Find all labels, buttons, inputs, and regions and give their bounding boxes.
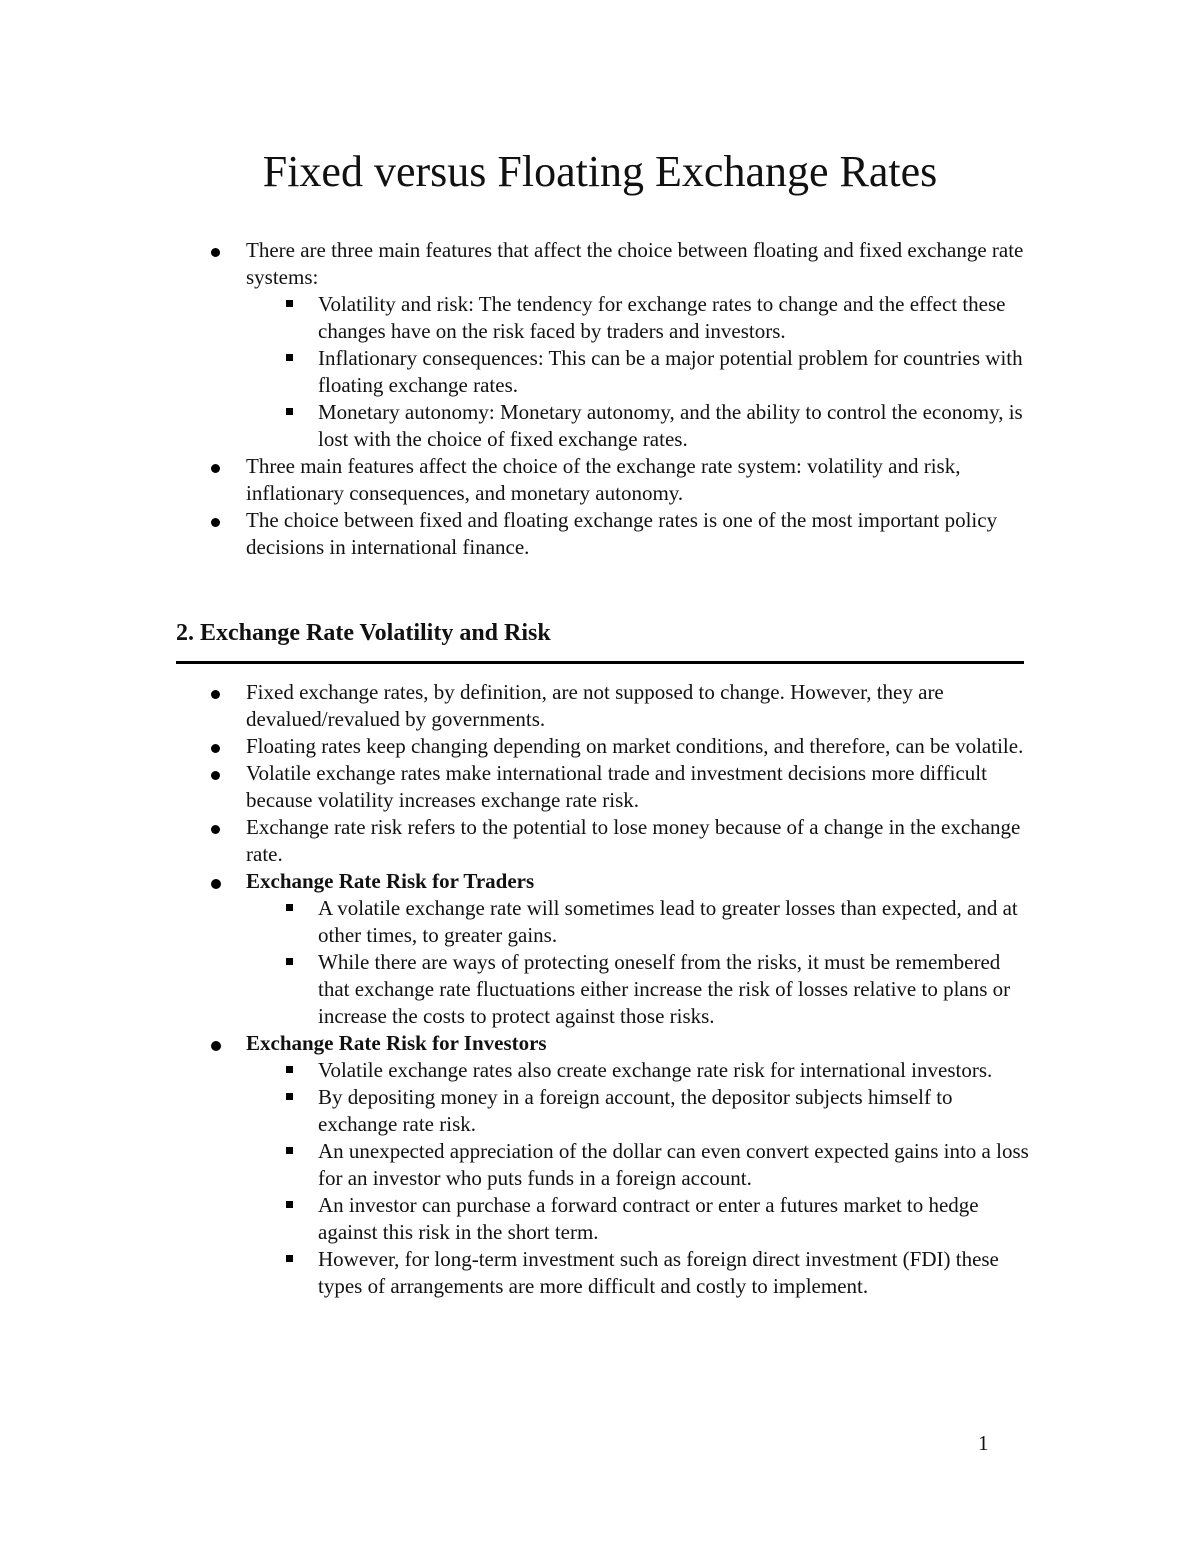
sub-list-item (318, 1138, 1036, 1192)
round-bullet-icon (211, 825, 220, 834)
sub-list-item (318, 291, 1036, 345)
sub-list-item-text: Inflationary consequences: This can be a major potential problem for countries with floating exchange rates. (318, 346, 1023, 397)
sub-list-item (318, 1246, 1036, 1300)
sub-list-item-text: Monetary autonomy: Monetary autonomy, and the ability to control the economy, is lost with the choice of fixed exchange rates. (318, 400, 1023, 451)
sub-list-item-text: An unexpected appreciation of the dollar can even convert expected gains into a loss for an investor who puts funds in a foreign account. (318, 1139, 1029, 1190)
list-item (246, 507, 1036, 561)
round-bullet-icon (211, 1041, 221, 1051)
list-item-text: There are three main features that affect the choice between floating and fixed exchange rate systems: (246, 238, 1024, 289)
sub-list-item-text: A volatile exchange rate will sometimes lead to greater losses than expected, and at other times, to greater gains. (318, 896, 1018, 947)
square-bullet-icon (286, 1201, 293, 1208)
square-bullet-icon (286, 300, 293, 307)
sub-list-item-text: Volatility and risk: The tendency for exchange rates to change and the effect these changes have on the risk faced by traders and investors. (318, 292, 1006, 343)
list-item-text: Fixed exchange rates, by definition, are not supposed to change. However, they are devalued/revalued by governments. (246, 680, 944, 731)
square-bullet-icon (286, 354, 293, 361)
section-list (246, 679, 1036, 1300)
list-item-text: Three main features affect the choice of the exchange rate system: volatility and risk, inflationary consequences, and monetary autonomy. (246, 454, 961, 505)
square-bullet-icon (286, 408, 293, 415)
list-item-text: Volatile exchange rates make international trade and investment decisions more difficult because volatility increases exchange rate risk. (246, 761, 987, 812)
page-number: 1 (978, 1431, 989, 1455)
section-divider (176, 661, 1024, 664)
round-bullet-icon (211, 248, 220, 257)
list-item-traders (246, 868, 1036, 1030)
round-bullet-icon (211, 744, 220, 753)
square-bullet-icon (286, 904, 293, 911)
subsection-heading: Exchange Rate Risk for Investors (246, 1031, 547, 1055)
square-bullet-icon (286, 1066, 293, 1073)
sub-list-item (318, 1084, 1036, 1138)
sub-list-item-text: Volatile exchange rates also create exchange rate risk for international investors. (318, 1058, 993, 1082)
sub-list-item (318, 345, 1036, 399)
square-bullet-icon (286, 1255, 293, 1262)
subsection-heading: Exchange Rate Risk for Traders (246, 869, 535, 893)
list-item-text: Floating rates keep changing depending on market conditions, and therefore, can be volatile. (246, 734, 1024, 758)
list-item-text: The choice between fixed and floating exchange rates is one of the most important policy decisions in international finance. (246, 508, 998, 559)
round-bullet-icon (211, 464, 220, 473)
intro-list (246, 237, 1036, 561)
list-item (246, 453, 1036, 507)
sub-list-item-text: By depositing money in a foreign account, the depositor subjects himself to exchange rate risk. (318, 1085, 953, 1136)
sub-list-item-text: While there are ways of protecting oneself from the risks, it must be remembered that exchange rate fluctuations either increase the risk of losses relative to plans or increase the costs to protect against those risks. (318, 950, 1011, 1028)
square-bullet-icon (286, 1093, 293, 1100)
sub-list-item-text: However, for long-term investment such as foreign direct investment (FDI) these types of arrangements are more difficult and costly to implement. (318, 1247, 999, 1298)
round-bullet-icon (211, 879, 221, 889)
sub-list-item (318, 1192, 1036, 1246)
list-item (246, 733, 1036, 760)
list-item (246, 237, 1036, 453)
sub-list-item (318, 399, 1036, 453)
round-bullet-icon (211, 690, 220, 699)
sub-list (318, 895, 1036, 1030)
list-item-text: Exchange rate risk refers to the potential to lose money because of a change in the exchange rate. (246, 815, 1021, 866)
sub-list-item (318, 895, 1036, 949)
sub-list-item (318, 949, 1036, 1030)
sub-list-item (318, 1057, 1036, 1084)
round-bullet-icon (211, 771, 220, 780)
list-item-investors (246, 1030, 1036, 1300)
section-heading: 2. Exchange Rate Volatility and Risk (176, 620, 551, 646)
sub-list (318, 1057, 1036, 1300)
list-item (246, 814, 1036, 868)
round-bullet-icon (211, 518, 220, 527)
sub-list-item-text: An investor can purchase a forward contract or enter a futures market to hedge against this risk in the short term. (318, 1193, 979, 1244)
list-item (246, 679, 1036, 733)
square-bullet-icon (286, 1147, 293, 1154)
page-title: Fixed versus Floating Exchange Rates (262, 147, 938, 196)
list-item (246, 760, 1036, 814)
sub-list (318, 291, 1036, 453)
square-bullet-icon (286, 958, 293, 965)
